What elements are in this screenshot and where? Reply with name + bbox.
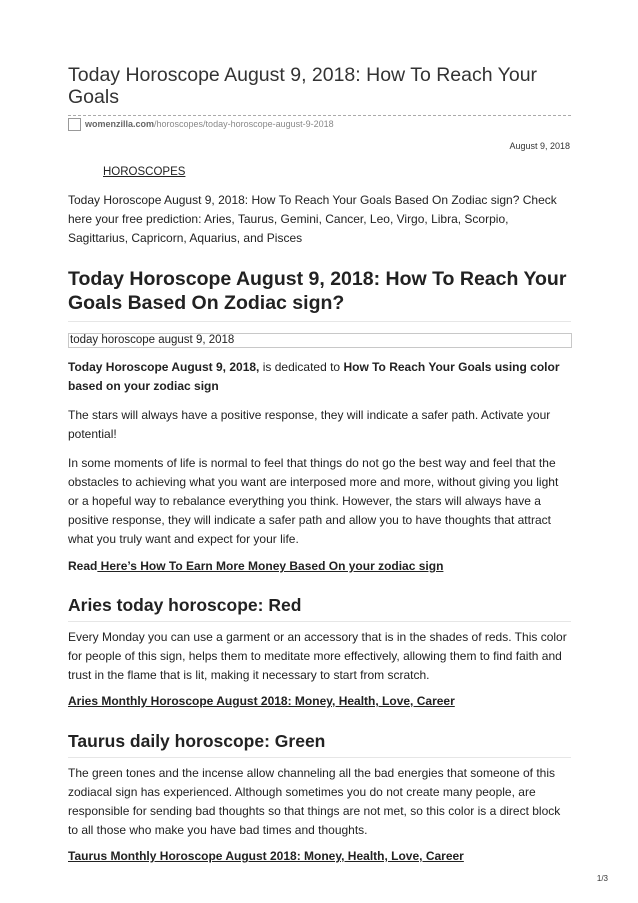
image-placeholder: today horoscope august 9, 2018	[68, 333, 572, 348]
page-number: 1/3	[596, 874, 608, 883]
publish-date: August 9, 2018	[509, 141, 570, 151]
taurus-paragraph: The green tones and the incense allow channeling all the bad energies that someone of this zodiacal sign has experienced. Although sometimes you do not create many people, are responsible for sending bad thoughts so that things are not met, so this color is a direct block to all those who make you have bad times and thoughts.	[68, 766, 561, 837]
read-more-link[interactable]: Here’s How To Earn More Money Based On your zodiac sign	[97, 559, 444, 573]
taurus-divider	[68, 757, 571, 758]
lead-bold-topic: How To Reach Your Goals using color based on your zodiac sign	[68, 360, 560, 393]
stars-paragraph: The stars will always have a positive response, they will indicate a safer path. Activate your potential!	[68, 408, 551, 441]
aries-divider	[68, 621, 571, 622]
taurus-monthly-link[interactable]: Taurus Monthly Horoscope August 2018: Money, Health, Love, Career	[68, 849, 464, 863]
source-path[interactable]: /horoscopes/today-horoscope-august-9-2018	[154, 119, 334, 129]
lead-bold-date: Today Horoscope August 9, 2018,	[68, 360, 260, 374]
taurus-monthly-line	[68, 847, 571, 866]
aries-paragraph: Every Monday you can use a garment or an accessory that is in the shades of reds. This color for people of this sign, helps them to meditate more effectively, allowing them to find faith and trust in the flame that is lit, making it necessary to start from scratch.	[68, 630, 567, 682]
document-title: Today Horoscope August 9, 2018: How To Reach Your Goals	[68, 64, 538, 108]
title-divider	[68, 115, 571, 116]
taurus-heading: Taurus daily horoscope: Green	[68, 731, 326, 751]
source-domain[interactable]: womenzilla.com	[85, 119, 155, 129]
favicon-icon	[68, 118, 81, 131]
intro-paragraph: Today Horoscope August 9, 2018: How To Reach Your Goals Based On Zodiac sign? Check here your free prediction: Aries, Taurus, Gemini, Cancer, Leo, Virgo, Libra, Scorpio, Sagittarius, Capricorn, Aquarius, and Pisces	[68, 193, 557, 245]
category-link[interactable]: HOROSCOPES	[103, 166, 186, 178]
read-more-line	[68, 557, 571, 576]
aries-heading: Aries today horoscope: Red	[68, 595, 302, 615]
heading-divider	[68, 321, 571, 322]
read-label: Read	[68, 559, 98, 573]
source-url[interactable]	[85, 119, 334, 130]
moments-paragraph: In some moments of life is normal to feel that things do not go the best way and feel that the obstacles to achieving what you want are interposed more and more, without giving you light or a hopeful way to rebalance everything you think. However, the stars will always have a positive response, they will indicate a safer path and allow you to have thoughts that attract what you truly want and expect for your life.	[68, 456, 559, 546]
aries-monthly-line	[68, 692, 571, 711]
lead-paragraph	[68, 358, 571, 396]
article-heading: Today Horoscope August 9, 2018: How To Reach Your Goals Based On Zodiac sign?	[68, 268, 567, 314]
aries-monthly-link[interactable]: Aries Monthly Horoscope August 2018: Money, Health, Love, Career	[68, 694, 455, 708]
lead-text: is dedicated to	[259, 360, 344, 374]
